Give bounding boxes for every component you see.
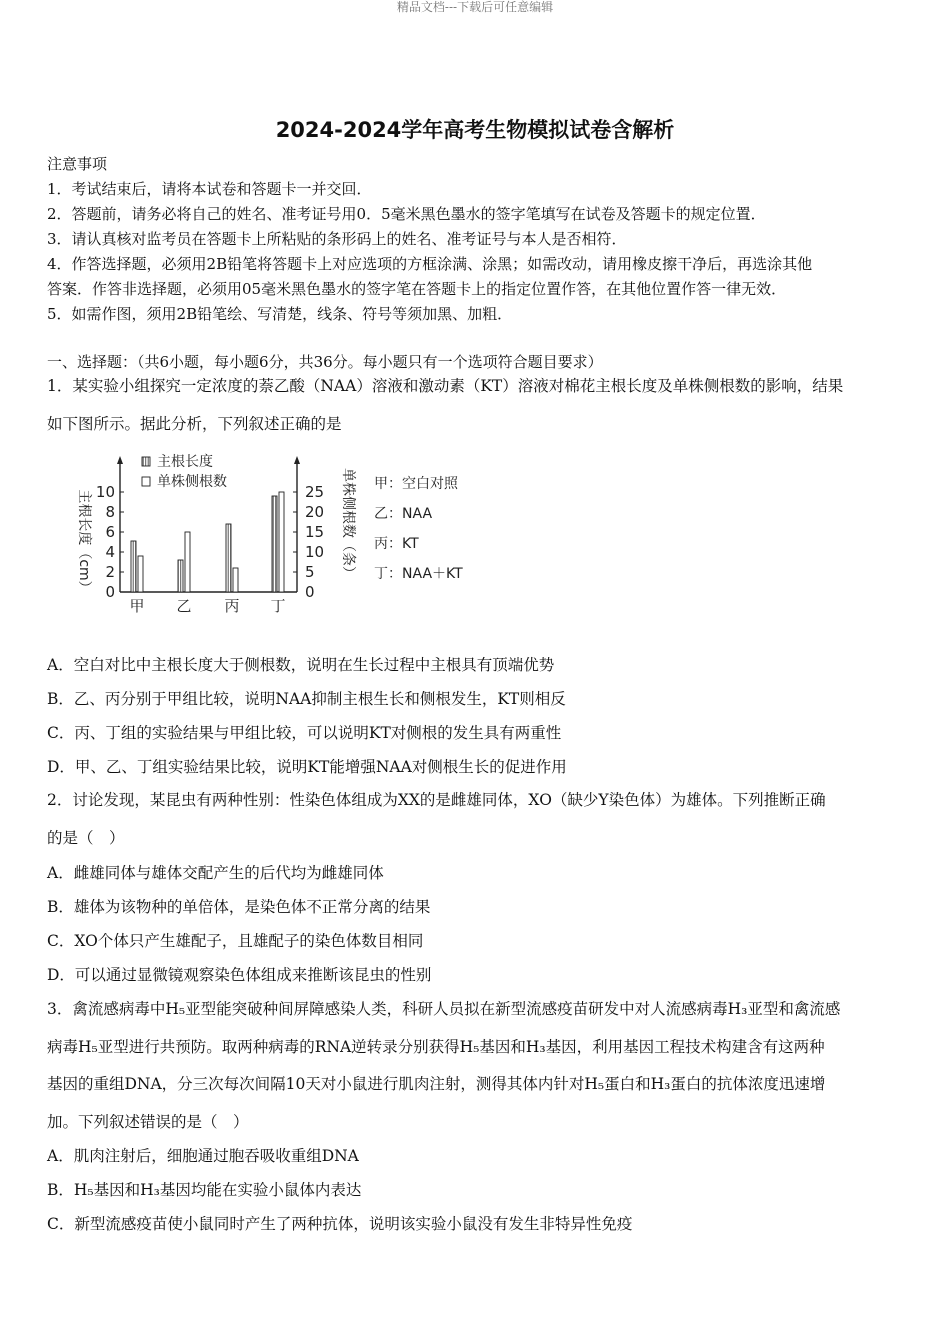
chart-svg [62, 450, 492, 625]
section-heading: 一、选择题：（共6小题，每小题6分，共36分。每小题只有一个选项符合题目要求） [47, 353, 603, 371]
question-line: 如下图所示。据此分析，下列叙述正确的是 [47, 414, 342, 433]
q1-option-a[interactable]: A．空白对比中主根长度大于侧根数，说明在生长过程中主根具有顶端优势 [47, 656, 555, 674]
x-tick-label: 乙 [176, 597, 192, 615]
notice-item: 5．如需作图，须用2B铅笔绘、写清楚，线条、符号等须加黑、加粗． [47, 305, 513, 323]
right-tick-label: 5 [305, 563, 315, 581]
bar-main-root-length [178, 560, 183, 592]
bar-lateral-root-count [233, 568, 238, 592]
group-legend-item: 甲：空白对照 [374, 476, 458, 492]
left-axis-arrow [117, 456, 123, 464]
question-line: 加。下列叙述错误的是（ ） [47, 1112, 249, 1131]
notice-block [47, 152, 907, 327]
group-legend-item: 丁：NAA＋KT [374, 566, 463, 582]
left-tick-label: 10 [95, 483, 115, 501]
question-line: 的是（ ） [47, 828, 125, 847]
right-tick-label: 10 [305, 543, 325, 561]
q2-option-d[interactable]: D．可以通过显微镜观察染色体组成来推断该昆虫的性别 [47, 966, 432, 984]
bar-chart [62, 450, 492, 625]
right-tick-label: 15 [305, 523, 325, 541]
left-tick-label: 2 [105, 563, 115, 581]
right-tick-label: 0 [305, 583, 315, 601]
question-line: 3．禽流感病毒中H₅亚型能突破种间屏障感染人类，科研人员拟在新型流感疫苗研发中对人流感病毒H₃亚型和禽流感 [47, 1000, 841, 1018]
q3-option-b[interactable]: B．H₅基因和H₃基因均能在实验小鼠体内表达 [47, 1181, 362, 1199]
q1-option-c[interactable]: C．丙、丁组的实验结果与甲组比较，可以说明KT对侧根的发生具有两重性 [47, 724, 562, 742]
legend-label-lateral-root: 单株侧根数 [157, 474, 227, 490]
notice-heading: 注意事项 [47, 155, 108, 173]
right-axis-title: 单株侧根数（条） [340, 468, 356, 580]
right-tick-label: 25 [305, 483, 325, 501]
left-tick-label: 0 [105, 583, 115, 601]
q2-option-c[interactable]: C．XO个体只产生雄配子，且雄配子的染色体数目相同 [47, 932, 424, 950]
question-line: 病毒H₅亚型进行共预防。取两种病毒的RNA逆转录分别获得H₅基因和H₃基因，利用基因工程技术构建含有这两种 [47, 1037, 825, 1056]
group-legend-item: 丙：KT [374, 536, 419, 552]
header-note: 精品文档---下载后可任意编辑 [396, 0, 554, 14]
left-tick-label: 6 [105, 523, 115, 541]
left-tick-label: 4 [105, 543, 115, 561]
left-axis-title: 主根长度（cm） [76, 489, 92, 595]
question-3-stem [47, 991, 907, 1141]
legend-label-main-root: 主根长度 [157, 454, 213, 470]
q3-option-a[interactable]: A．肌肉注射后，细胞通过胞吞吸收重组DNA [47, 1147, 359, 1165]
q3-option-c[interactable]: C．新型流感疫苗使小鼠同时产生了两种抗体，说明该实验小鼠没有发生非特异性免疫 [47, 1215, 633, 1233]
notice-item: 4．作答选择题，必须用2B铅笔将答题卡上对应选项的方框涂满、涂黑；如需改动，请用橡皮擦干净后，再选涂其他 [47, 255, 813, 273]
notice-item: 2．答题前，请务必将自己的姓名、准考证号用0．5毫米黑色墨水的签字笔填写在试卷及答题卡的规定位置． [47, 205, 766, 223]
legend-swatch-main-root [142, 457, 150, 466]
right-tick-label: 20 [305, 503, 325, 521]
right-axis-arrow [294, 456, 300, 464]
x-tick-label: 丙 [224, 597, 240, 615]
notice-item: 1．考试结束后，请将本试卷和答题卡一并交回． [47, 180, 372, 198]
question-line: 2．讨论发现，某昆虫有两种性别：性染色体组成为XX的是雌雄同体，XO（缺少Y染色体）为雄体。下列推断正确 [47, 791, 826, 809]
q1-option-d[interactable]: D．甲、乙、丁组实验结果比较，说明KT能增强NAA对侧根生长的促进作用 [47, 758, 567, 776]
x-tick-label: 甲 [129, 597, 145, 615]
left-tick-label: 8 [105, 503, 115, 521]
bar-lateral-root-count [138, 556, 143, 592]
page-title: 2024-2024学年高考生物模拟试卷含解析 [275, 118, 675, 142]
bar-main-root-length [226, 524, 231, 592]
group-legend-item: 乙：NAA [374, 506, 433, 522]
question-line: 1．某实验小组探究一定浓度的萘乙酸（NAA）溶液和激动素（KT）溶液对棉花主根长度及单株侧根数的影响，结果 [47, 377, 844, 395]
bar-main-root-length [131, 541, 136, 592]
q2-option-a[interactable]: A．雌雄同体与雄体交配产生的后代均为雌雄同体 [47, 864, 384, 882]
notice-item: 3．请认真核对监考员在答题卡上所粘贴的条形码上的姓名、准考证号与本人是否相符． [47, 230, 627, 248]
x-tick-label: 丁 [270, 597, 286, 615]
question-1-stem [47, 368, 907, 443]
legend-swatch-lateral-root [142, 477, 150, 486]
bar-lateral-root-count [185, 532, 190, 592]
notice-item: 答案．作答非选择题，必须用05毫米黑色墨水的签字笔在答题卡上的指定位置作答，在其他位置作答一律无效． [47, 280, 787, 298]
bar-main-root-length [272, 496, 277, 592]
q2-option-b[interactable]: B．雄体为该物种的单倍体，是染色体不正常分离的结果 [47, 898, 431, 916]
q1-option-b[interactable]: B．乙、丙分别于甲组比较，说明NAA抑制主根生长和侧根发生，KT则相反 [47, 690, 566, 708]
bar-lateral-root-count [279, 492, 284, 592]
question-line: 基因的重组DNA，分三次每次间隔10天对小鼠进行肌肉注射，测得其体内针对H₅蛋白和H₃蛋白的抗体浓度迅速增 [47, 1075, 826, 1093]
question-2-stem [47, 782, 907, 857]
